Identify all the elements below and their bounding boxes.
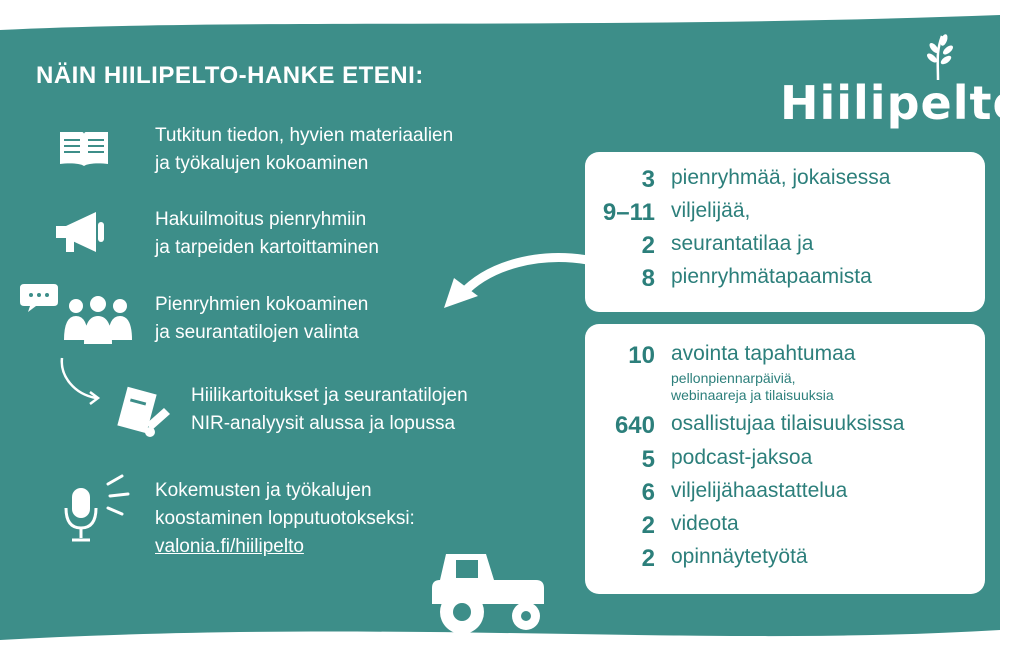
- stat-number: 10: [628, 342, 655, 369]
- stat-number: 6: [641, 479, 655, 506]
- stat-row: [585, 479, 985, 511]
- hiilipelto-logo: [780, 32, 1025, 142]
- curved-arrow-icon: [430, 238, 590, 313]
- logo-text: Hiilipelto: [780, 76, 1025, 130]
- step-4-line-2: NIR-analyysit alussa ja lopussa: [191, 413, 456, 434]
- stat-row: [585, 412, 985, 444]
- stat-label: osallistujaa tilaisuuksissa: [671, 412, 905, 435]
- stat-label: podcast-jaksoa: [671, 446, 813, 469]
- step-1-line-2: ja työkalujen kokoaminen: [155, 153, 369, 174]
- stat-label: pienryhmätapaamista: [671, 265, 872, 288]
- page-title: NÄIN HIILIPELTO-HANKE ETENI:: [36, 62, 424, 89]
- stat-label: viljelijää,: [671, 199, 751, 222]
- step-2: [155, 206, 379, 262]
- stat-label: pienryhmää, jokaisessa: [671, 166, 891, 189]
- step-2-line-2: ja tarpeiden kartoittaminen: [155, 237, 379, 258]
- stat-number: 2: [641, 545, 655, 572]
- small-arrow-icon: [56, 356, 106, 406]
- step-3-line-1: Pienryhmien kokoaminen: [155, 294, 369, 315]
- step-1-line-1: Tutkitun tiedon, hyvien materiaalien: [155, 125, 454, 146]
- stat-number: 3: [641, 166, 655, 193]
- wheat-icon: [918, 32, 958, 82]
- step-3-line-2: ja seurantatilojen valinta: [155, 322, 359, 343]
- stat-row: [585, 545, 985, 577]
- stat-label: videota: [671, 512, 739, 535]
- megaphone-icon: [52, 208, 116, 256]
- stat-number: 8: [641, 265, 655, 292]
- stat-sublabel: pellonpiennarpäiviä,: [671, 370, 796, 386]
- group-chat-icon: [20, 280, 138, 350]
- stat-number: 2: [641, 232, 655, 259]
- stat-number: 2: [641, 512, 655, 539]
- step-5-line-1: Kokemusten ja työkalujen: [155, 480, 372, 501]
- stat-number: 640: [614, 412, 655, 439]
- stat-label: seurantatilaa ja: [671, 232, 814, 255]
- stat-label: opinnäytetyötä: [671, 545, 808, 568]
- stat-row: [585, 166, 985, 198]
- tractor-icon: [428, 548, 548, 638]
- soil-sample-icon: [112, 384, 172, 440]
- stat-row: [585, 232, 985, 264]
- step-4: [191, 382, 468, 438]
- step-5: [155, 477, 415, 561]
- stats-box-groups: [585, 152, 985, 312]
- step-2-line-1: Hakuilmoitus pienryhmiin: [155, 209, 367, 230]
- stat-sublabel: webinaareja ja tilaisuuksia: [671, 387, 834, 403]
- microphone-icon: [60, 474, 136, 544]
- project-link[interactable]: valonia.fi/hiilipelto: [155, 536, 304, 557]
- stat-number: 9–11: [602, 199, 655, 226]
- stat-label: viljelijähaastattelua: [671, 479, 848, 502]
- step-3: [155, 291, 368, 347]
- step-1: [155, 122, 453, 178]
- step-5-line-2: koostaminen lopputuotokseksi:: [155, 508, 415, 529]
- stat-number: 5: [641, 446, 655, 473]
- stat-row: [585, 199, 985, 231]
- stats-box-events: [585, 324, 985, 594]
- step-4-line-1: Hiilikartoitukset ja seurantatilojen: [191, 385, 468, 406]
- book-icon: [56, 128, 112, 170]
- stat-label: avointa tapahtumaa: [671, 342, 856, 365]
- stat-row: [585, 512, 985, 544]
- stat-row: [585, 446, 985, 478]
- stat-row: [585, 265, 985, 297]
